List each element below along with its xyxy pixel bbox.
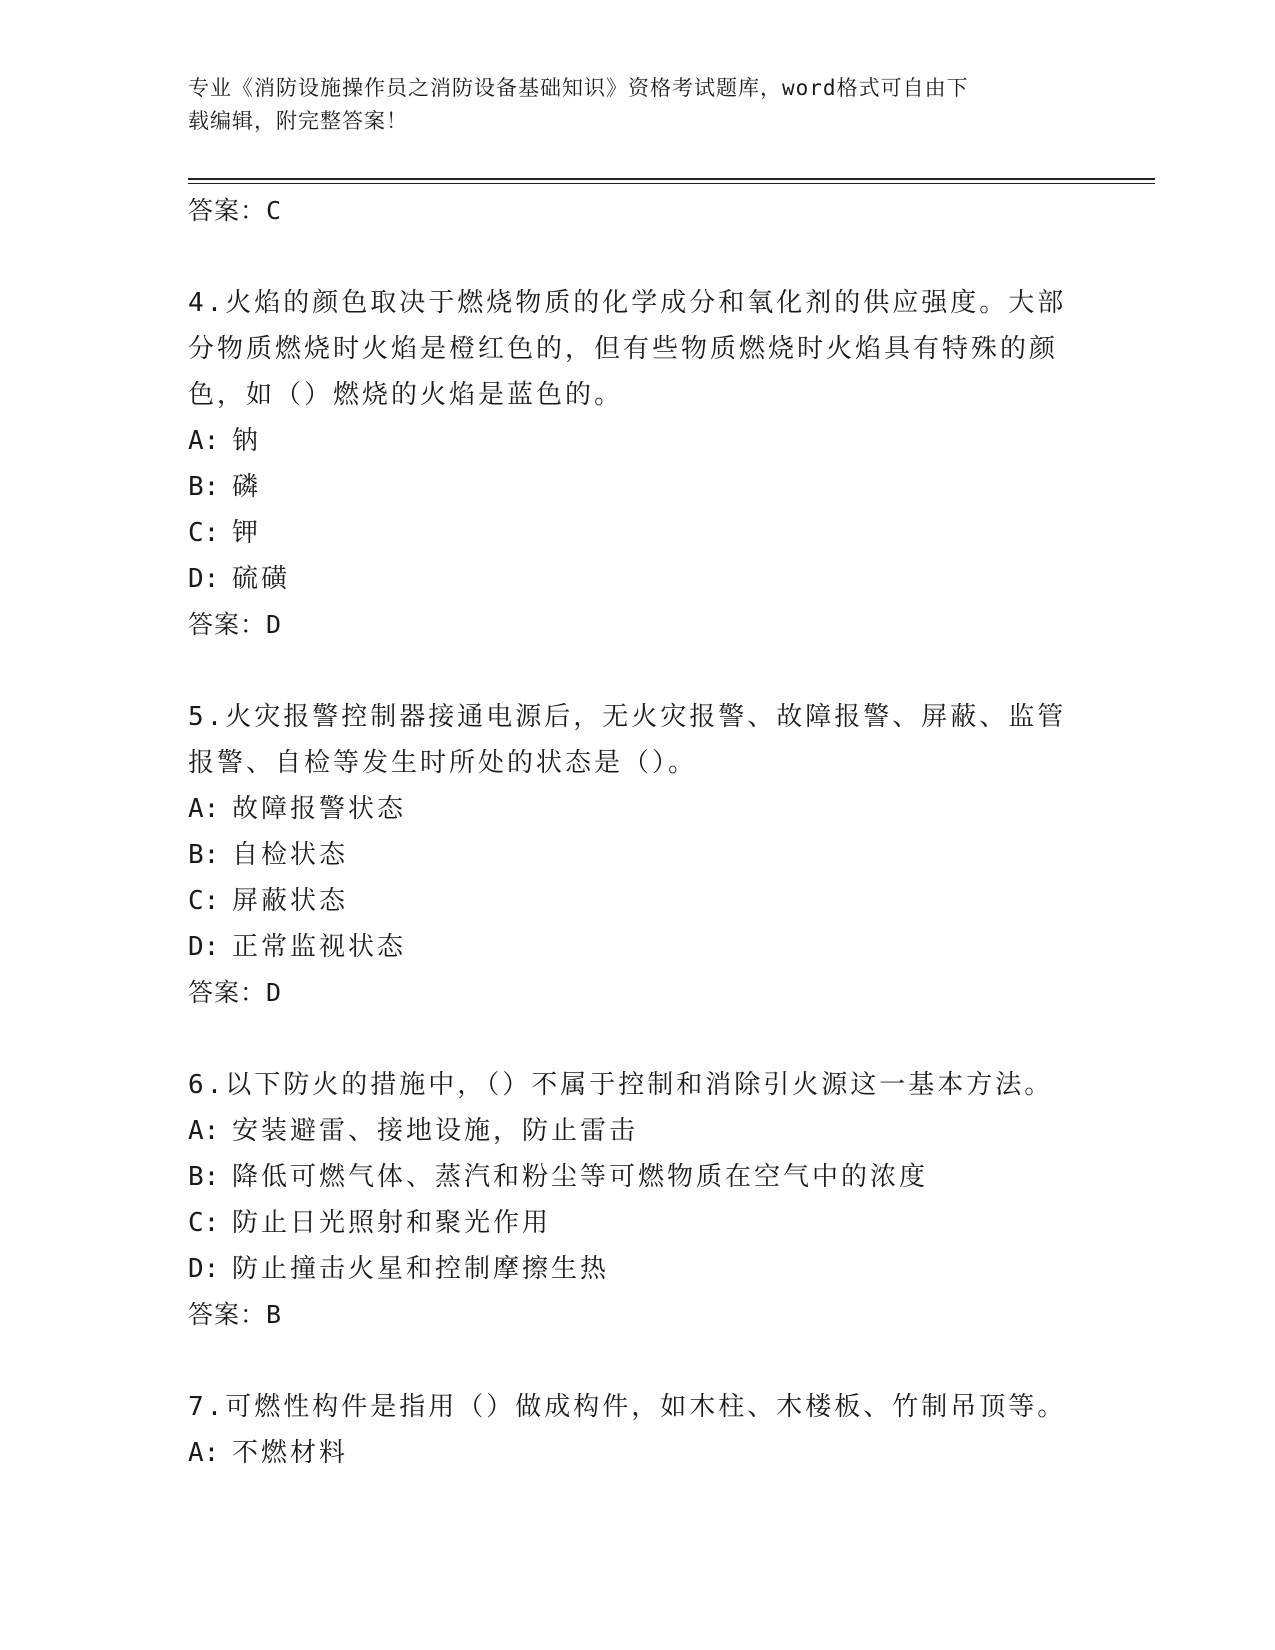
option-label: C: xyxy=(188,886,220,916)
question-block xyxy=(188,1062,1088,1338)
option-b xyxy=(188,832,1088,878)
option-label: D: xyxy=(188,1254,220,1284)
option-label: A: xyxy=(188,426,220,456)
answer-line xyxy=(188,1292,1088,1338)
option-a xyxy=(188,1108,1088,1154)
answer-value: D xyxy=(266,610,283,639)
answer-line xyxy=(188,602,1088,648)
header-line-2: 载编辑，附完整答案！ xyxy=(188,109,408,133)
option-text: 钠 xyxy=(232,426,262,456)
option-d xyxy=(188,1246,1088,1292)
answer-label: 答案： xyxy=(188,1300,267,1329)
option-c xyxy=(188,878,1088,924)
option-a xyxy=(188,1430,1088,1476)
option-text: 降低可燃气体、蒸汽和粉尘等可燃物质在空气中的浓度 xyxy=(232,1162,929,1192)
question-block xyxy=(188,280,1088,648)
option-text: 防止日光照射和聚光作用 xyxy=(232,1208,552,1238)
option-label: A: xyxy=(188,1438,220,1468)
question-text: 7.可燃性构件是指用（）做成构件，如木柱、木楼板、竹制吊顶等。 xyxy=(188,1392,1067,1422)
answer-line xyxy=(188,970,1088,1016)
option-text: 屏蔽状态 xyxy=(232,886,349,916)
option-text: 不燃材料 xyxy=(232,1438,349,1468)
option-label: D: xyxy=(188,564,220,594)
document-header xyxy=(188,72,1068,138)
option-label: B: xyxy=(188,472,220,502)
option-c xyxy=(188,510,1088,556)
answer-line xyxy=(188,188,1088,234)
option-text: 安装避雷、接地设施，防止雷击 xyxy=(232,1116,639,1146)
option-d xyxy=(188,924,1088,970)
option-c xyxy=(188,1200,1088,1246)
question-text: 6.以下防火的措施中，（）不属于控制和消除引火源这一基本方法。 xyxy=(188,1070,1054,1100)
option-label: C: xyxy=(188,518,220,548)
option-d xyxy=(188,556,1088,602)
question-text: 4.火焰的颜色取决于燃烧物质的化学成分和氧化剂的供应强度。大部分物质燃烧时火焰是橙红色的，但有些物质燃烧时火焰具有特殊的颜色，如（）燃烧的火焰是蓝色的。 xyxy=(188,288,1067,410)
answer-label: 答案： xyxy=(188,978,267,1007)
header-divider-thin xyxy=(188,183,1155,184)
option-text: 硫磺 xyxy=(232,564,291,594)
option-text: 自检状态 xyxy=(232,840,349,870)
answer-value: C xyxy=(266,196,283,225)
answer-value: D xyxy=(266,978,283,1007)
option-label: B: xyxy=(188,1162,220,1192)
option-text: 钾 xyxy=(232,518,262,548)
option-label: D: xyxy=(188,932,220,962)
option-text: 正常监视状态 xyxy=(232,932,407,962)
option-label: A: xyxy=(188,794,220,824)
option-text: 磷 xyxy=(232,472,262,502)
header-line-1: 专业《消防设施操作员之消防设备基础知识》资格考试题库，word格式可自由下 xyxy=(188,76,969,100)
answer-value: B xyxy=(266,1300,283,1329)
option-b xyxy=(188,464,1088,510)
option-label: A: xyxy=(188,1116,220,1146)
option-text: 故障报警状态 xyxy=(232,794,407,824)
option-text: 防止撞击火星和控制摩擦生热 xyxy=(232,1254,610,1284)
option-label: B: xyxy=(188,840,220,870)
question-block xyxy=(188,694,1088,1016)
option-a xyxy=(188,418,1088,464)
option-a xyxy=(188,786,1088,832)
answer-label: 答案： xyxy=(188,610,267,639)
question-block xyxy=(188,1384,1088,1476)
option-b xyxy=(188,1154,1088,1200)
question-text: 5.火灾报警控制器接通电源后，无火灾报警、故障报警、屏蔽、监管报警、自检等发生时所处的状态是（）。 xyxy=(188,702,1067,778)
option-label: C: xyxy=(188,1208,220,1238)
answer-label: 答案： xyxy=(188,196,267,225)
header-divider xyxy=(188,178,1155,180)
question-list xyxy=(188,188,1088,1476)
